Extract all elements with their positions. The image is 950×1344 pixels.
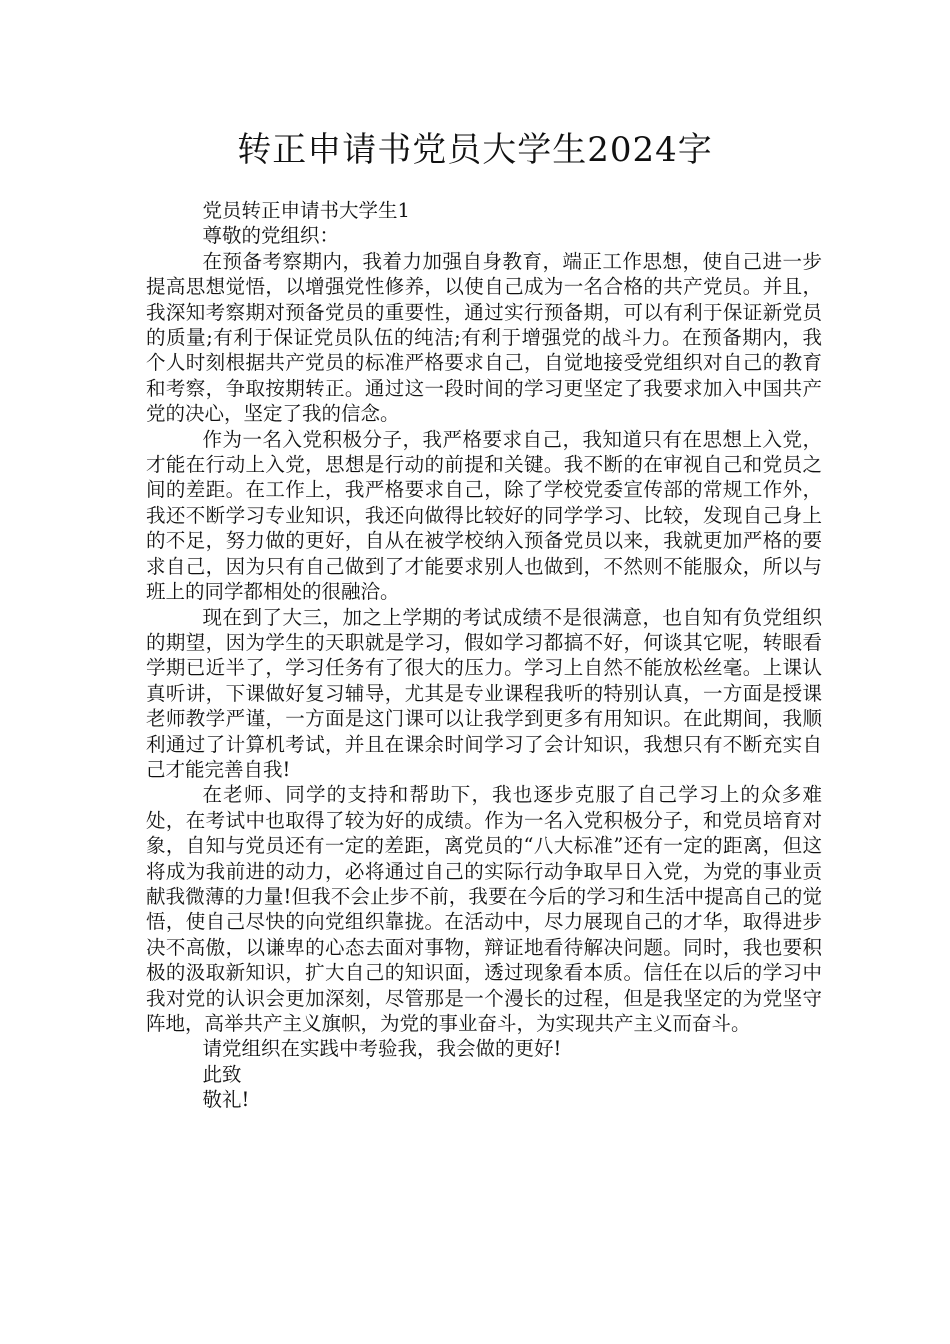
paragraph-2: 作为一名入党积极分子，我严格要求自己，我知道只有在思想上入党，才能在行动上入党，思想是行动的前提和关键。我不断的在审视自己和党员之间的差距。在工作上，我严格要求自己，除了学校党委宣传部的常规工作外，我还不断学习专业知识，我还向做得比较好的同学学习、比较，发现自己身上的不足，努力做的更好，自从在被学校纳入预备党员以来，我就更加严格的要求自己，因为只有自己做到了才能要求别人也做到，不然则不能服众，所以与班上的同学都相处的很融洽。 [146,427,822,604]
document-title: 转正申请书党员大学生2024字 [237,130,713,170]
closing-salute: 此致 [202,1062,242,1086]
salutation: 尊敬的党组织： [202,224,340,248]
document-subtitle: 党员转正申请书大学生1 [202,199,410,222]
paragraph-3: 现在到了大三，加之上学期的考试成绩不是很满意，也自知有负党组织的期望，因为学生的天职就是学习，假如学习都搞不好，何谈其它呢，转眼看学期已近半了，学习任务有了很大的压力。学习上自然不能放松丝毫。上课认真听讲，下课做好复习辅导，尤其是专业课程我听的特别认真，一方面是授课老师教学严谨，一方面是这门课可以让我学到更多有用知识。在此期间，我顺利通过了计算机考试，并且在课余时间学习了会计知识，我想只有不断充实自己才能完善自我! [146,605,822,781]
closing-request: 请党组织在实践中考验我，我会做的更好! [202,1037,562,1061]
document-body [146,198,822,1113]
closing-respect: 敬礼! [202,1088,250,1112]
paragraph-4: 在老师、同学的支持和帮助下，我也逐步克服了自己学习上的众多难处，在考试中也取得了较为好的成绩。作为一名入党积极分子，和党员培育对象，自知与党员还有一定的差距，离党员的“八大标准”还有一定的距离，但这将成为我前进的动力，必将通过自己的实际行动争取早日入党，为党的事业贡献我微薄的力量!但我不会止步不前，我要在今后的学习和生活中提高自己的觉悟，使自己尽快的向党组织靠拢。在活动中，尽力展现自己的才华，取得进步决不高傲，以谦卑的心态去面对事物，辩证地看待解决问题。同时，我也要积极的汲取新知识，扩大自己的知识面，透过现象看本质。信任在以后的学习中我对党的认识会更加深刻，尽管那是一个漫长的过程，但是我坚定的为党坚守阵地，高举共产主义旗帜，为党的事业奋斗，为实现共产主义而奋斗。 [146,783,822,1035]
paragraph-1: 在预备考察期内，我着力加强自身教育，端正工作思想，使自己进一步提高思想觉悟，以增强党性修养，以使自己成为一名合格的共产党员。并且，我深知考察期对预备党员的重要性，通过实行预备期，可以有利于保证新党员的质量;有利于保证党员队伍的纯洁;有利于增强党的战斗力。在预备期内，我个人时刻根据共产党员的标准严格要求自己，自觉地接受党组织对自己的教育和考察，争取按期转正。通过这一段时间的学习更坚定了我要求加入中国共产党的决心，坚定了我的信念。 [146,249,822,426]
